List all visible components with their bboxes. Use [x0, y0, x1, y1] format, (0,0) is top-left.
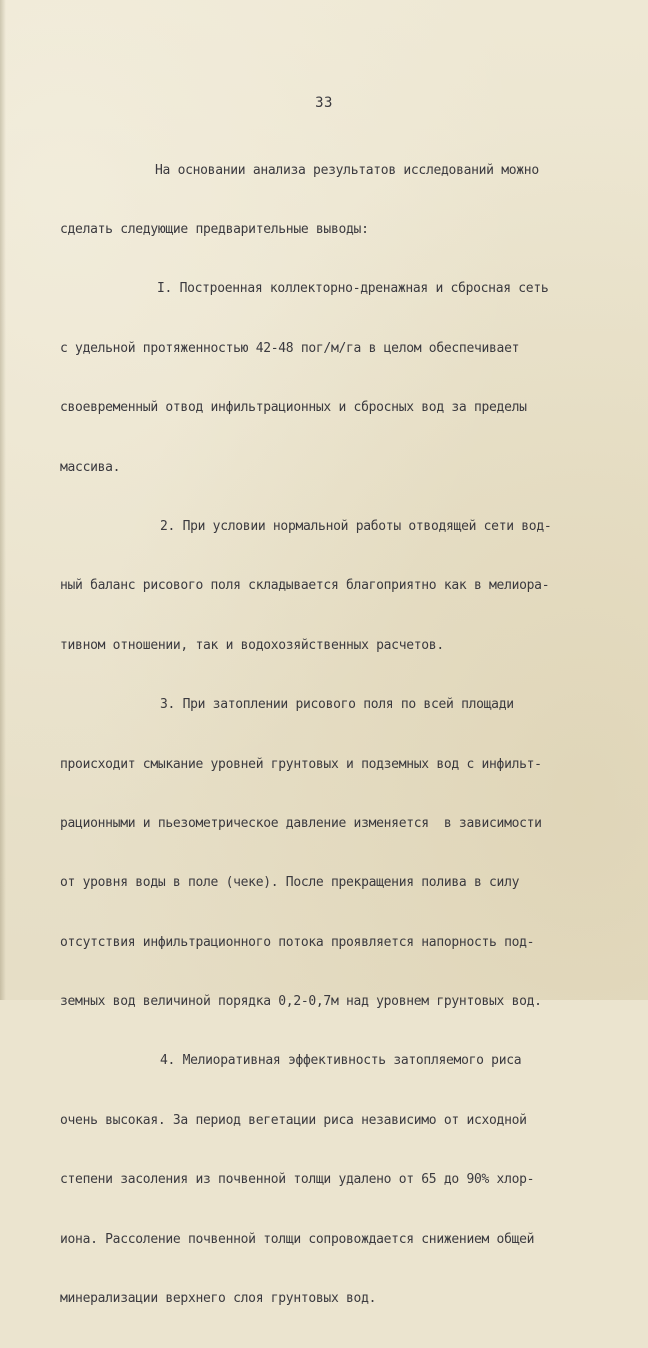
text-line: происходит смыкание уровней грунтовых и подземных вод с инфильт- [60, 756, 542, 772]
text-line: На основании анализа результатов исследований можно [155, 162, 539, 178]
text-line: отсутствия инфильтрационного потока проявляется напорность под- [60, 934, 535, 950]
text-line: иона. Рассоление почвенной толщи сопровождается снижением общей [60, 1231, 535, 1247]
document-body [60, 121, 600, 1348]
text-line: сделать следующие предварительные выводы: [60, 221, 369, 237]
text-line: минерализации верхнего слоя грунтовых вод. [60, 1291, 377, 1307]
text-line: 4. Мелиоративная эффективность затопляемого риса [160, 1053, 522, 1069]
text-line: степени засоления из почвенной толщи удалено от 65 до 90% хлор- [60, 1172, 535, 1188]
text-line: ный баланс рисового поля складывается благоприятно как в мелиора- [60, 578, 550, 594]
page-number: 33 [315, 95, 333, 111]
text-line: 3. При затоплении рисового поля по всей площади [160, 697, 514, 713]
text-line: массива. [60, 459, 121, 475]
text-line: земных вод величиной порядка 0,2-0,7м над уровнем грунтовых вод. [60, 994, 542, 1010]
text-line: рационными и пьезометрическое давление изменяется в зависимости [60, 815, 542, 831]
text-line: тивном отношении, так и водохозяйственных расчетов. [60, 637, 444, 653]
page-edge-shadow [0, 0, 6, 1000]
text-line: своевременный отвод инфильтрационных и сбросных вод за пределы [60, 400, 527, 416]
text-line: I. Построенная коллекторно-дренажная и сбросная сеть [157, 281, 549, 297]
text-line: с удельной протяженностью 42-48 пог/м/га в целом обеспечивает [60, 340, 520, 356]
text-line: 2. При условии нормальной работы отводящей сети вод- [160, 518, 552, 534]
text-line: очень высокая. За период вегетации риса независимо от исходной [60, 1112, 527, 1128]
text-line: от уровня воды в поле (чеке). После прекращения полива в силу [60, 875, 520, 891]
